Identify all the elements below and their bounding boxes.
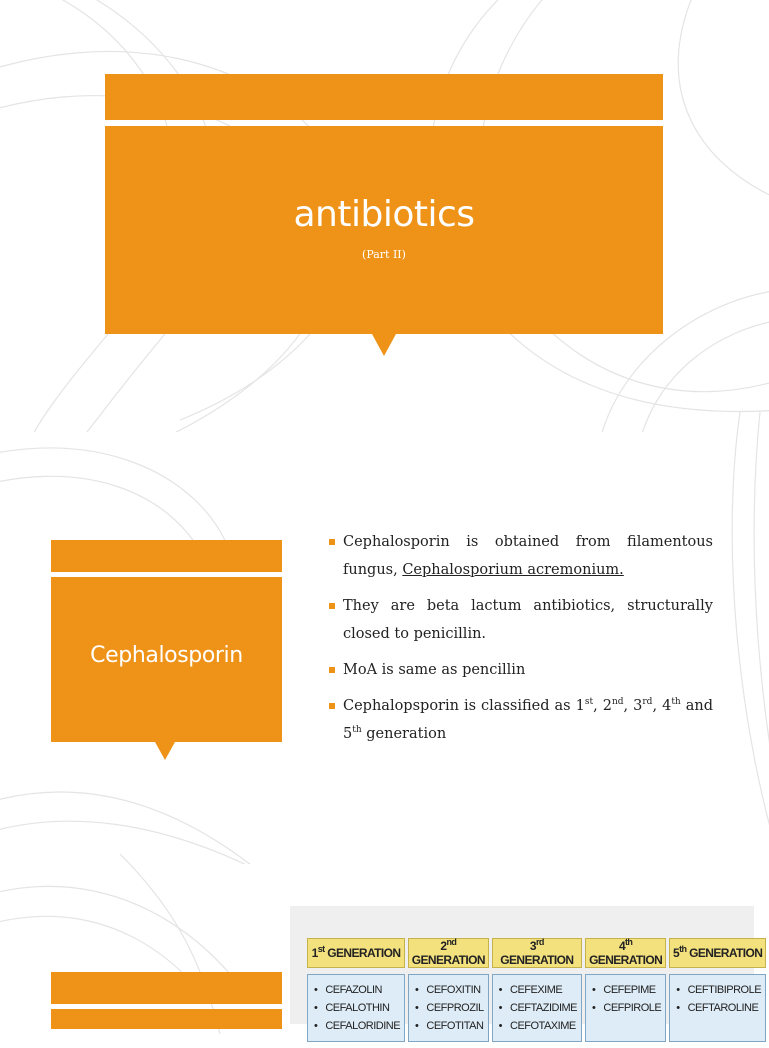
title-pointer-triangle [372,334,396,356]
generation-drug-cell [492,974,582,1042]
bullet-square-icon [329,603,335,609]
bullet-item [327,692,713,748]
generation-header: 3rd GENERATION [492,938,582,968]
bullet-square-icon [329,667,335,673]
drug-name: • CEFOTITAN [415,1017,484,1035]
generation-table [304,932,769,1048]
section-title: Cephalosporin [90,643,243,668]
generation-header: 5th GENERATION [669,938,766,968]
bullet-square-icon [329,539,335,545]
drug-name: • CEFTAZIDIME [499,999,577,1017]
bullet-text: MoA is same as pencillin [343,662,526,678]
generation-header: 1st GENERATION [307,938,405,968]
slide-generations [0,864,768,1032]
slide-title [0,0,768,432]
bullet-item [327,528,713,584]
drug-name: • CEFTAROLINE [676,999,761,1017]
drug-name: • CEFOTAXIME [499,1017,577,1035]
title-box [105,126,663,334]
title-accent-bar [105,74,663,120]
drug-name: • CEFEPIME [592,981,661,999]
drug-name: • CEFAZOLIN [314,981,400,999]
drug-name: • CEFALORIDINE [314,1017,400,1035]
presentation-title: antibiotics [293,194,475,235]
presentation-subtitle: (Part II) [362,248,406,261]
drug-name: • CEFOXITIN [415,981,484,999]
bullet-text: They are beta lactum antibiotics, structurally closed to penicillin. [343,598,713,642]
bullet-list [327,528,713,756]
section-box [51,1009,282,1029]
section-box [51,577,282,742]
drug-name: • CEFPIROLE [592,999,661,1017]
generation-drug-cell [307,974,405,1042]
section-accent-bar [51,972,282,1004]
generation-table-image [290,906,763,1032]
generation-header: 4th GENERATION [585,938,666,968]
drug-name: • CEFEXIME [499,981,577,999]
drug-name: • CEFTIBIPROLE [676,981,761,999]
organism-name: Cephalosporium acremonium. [402,562,624,578]
generation-header: 2nd GENERATION [408,938,489,968]
generation-drug-cell [669,974,766,1042]
section-pointer-triangle [155,742,175,760]
bullet-item [327,656,713,684]
bullet-square-icon [329,703,335,709]
bullet-text: Cephalopsporin is classified as 1st, 2nd, 3rd, 4th and 5th generation [343,697,714,742]
section-accent-bar [51,540,282,572]
bullet-text: Cephalosporin is obtained from filamentous fungus, [343,534,713,578]
generation-drug-cell [585,974,666,1042]
slide-cephalosporin [0,432,768,864]
bullet-item [327,592,713,648]
generation-drug-cell [408,974,489,1042]
drug-name: • CEFPROZIL [415,999,484,1017]
drug-name: • CEFALOTHIN [314,999,400,1017]
